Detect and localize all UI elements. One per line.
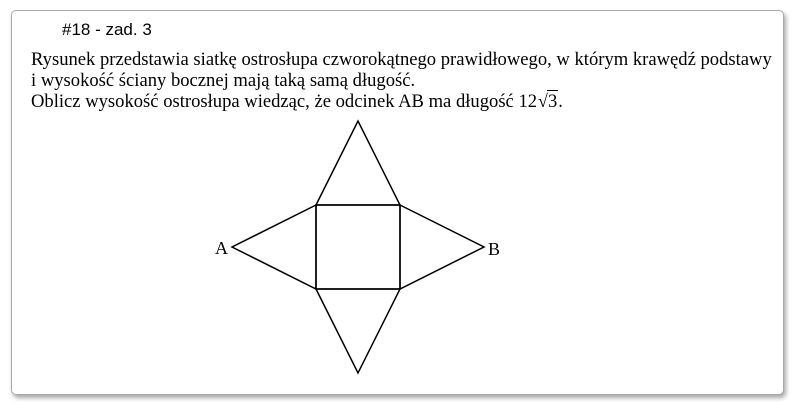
point-a-label: A [215, 238, 228, 258]
net-face-left [232, 205, 316, 289]
net-base-square [316, 205, 400, 289]
net-face-top [316, 121, 400, 205]
problem-line-3-end: . [558, 91, 563, 112]
sqrt-symbol: √ [538, 91, 548, 111]
task-id: #18 - zad. 3 [62, 20, 152, 39]
net-face-bottom [316, 289, 400, 373]
problem-line-1: Rysunek przedstawia siatkę ostrosłupa czworokątnego prawidłowego, w którym krawędź podstawy [31, 49, 772, 70]
problem-line-3-text: Oblicz wysokość ostrosłupa wiedząc, że odcinek AB ma długość 12 [31, 91, 538, 112]
problem-line-2: i wysokość ściany bocznej mają taką samą długość. [31, 70, 416, 91]
net-face-right [400, 205, 484, 289]
sqrt-radicand: 3 [547, 91, 558, 112]
point-b-label: B [488, 239, 501, 259]
